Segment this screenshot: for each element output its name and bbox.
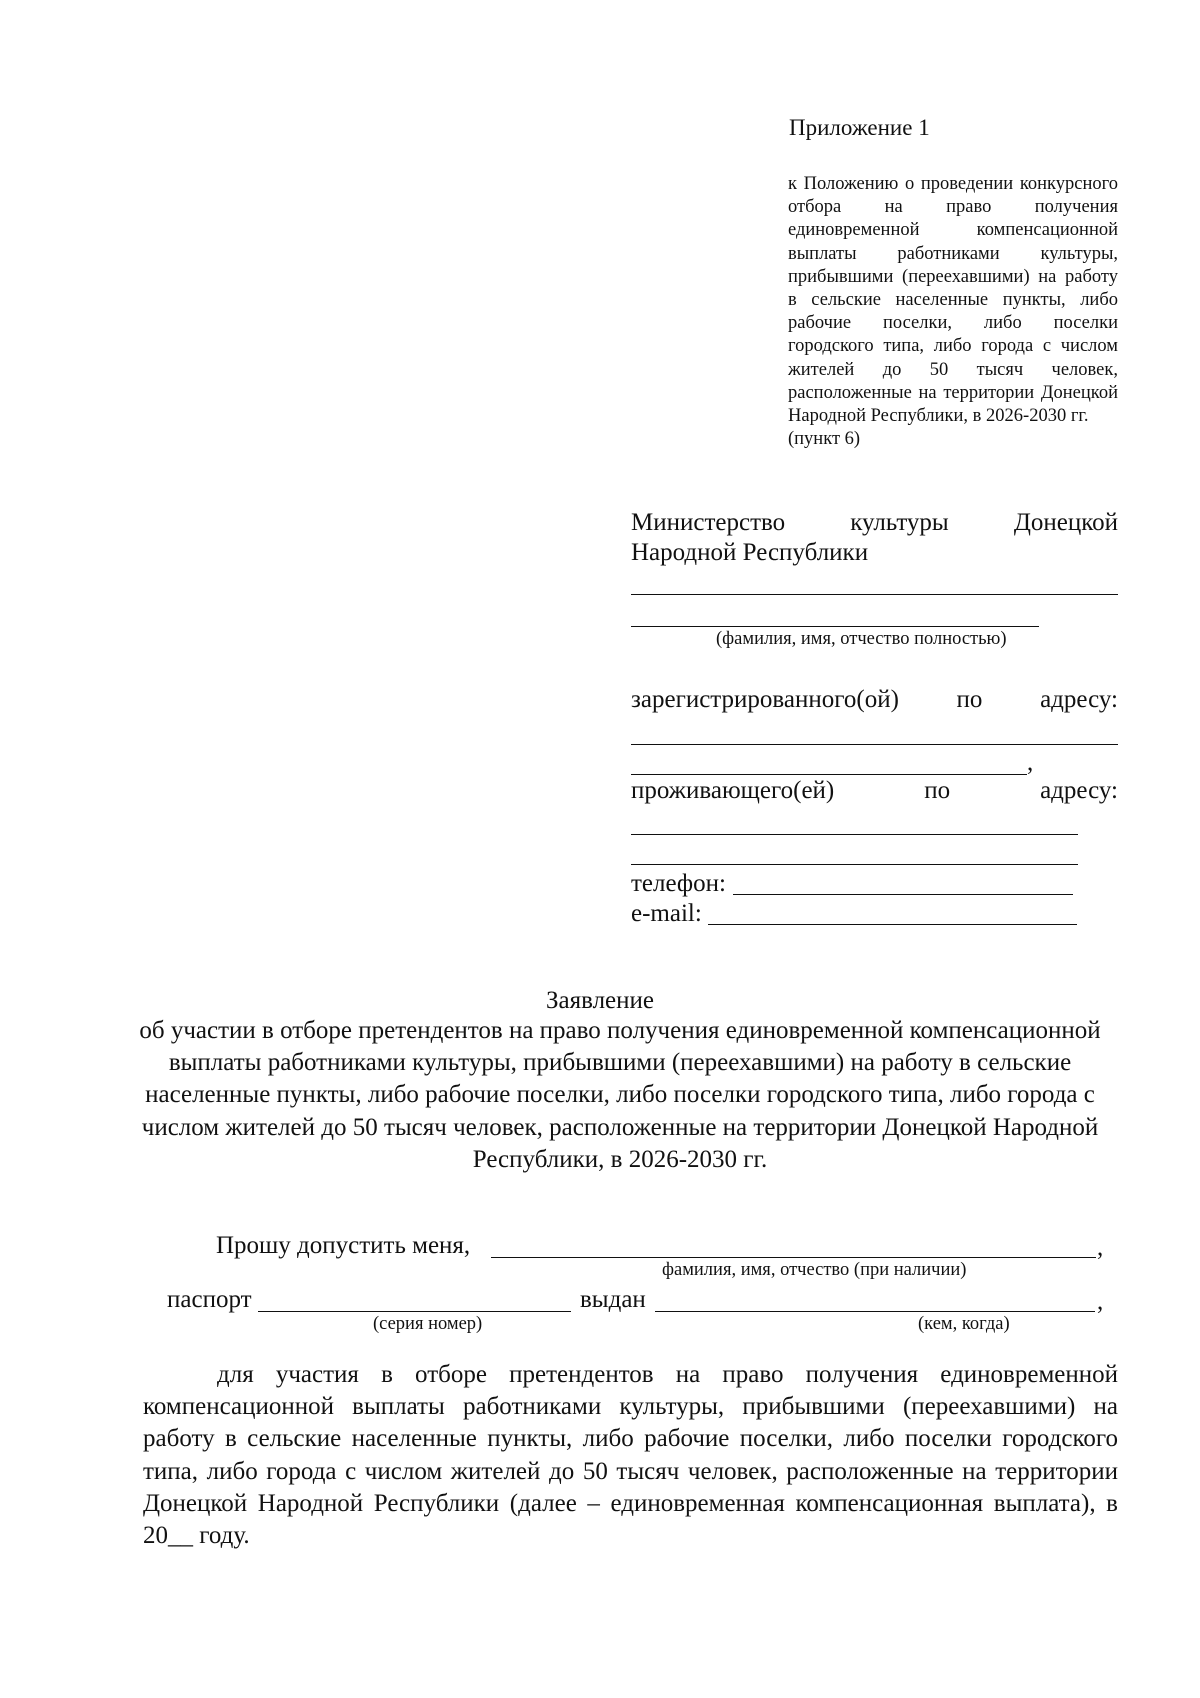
registered-comma: , — [1027, 749, 1034, 776]
registered-word-3: адресу: — [1040, 686, 1118, 713]
registered-word-2: по — [956, 686, 983, 713]
fio-caption: (фамилия, имя, отчество полностью) — [716, 629, 1007, 649]
phone-label: телефон: — [631, 870, 726, 897]
applicant-fio-line-2[interactable] — [631, 626, 1039, 627]
request-fio-caption: фамилия, имя, отчество (при наличии) — [662, 1260, 967, 1280]
appendix-note-text: к Положению о проведении конкурсного отбора на право получения единовременной компенсационной выплаты работниками культуры, прибывшими (переехавшими) на работу в сельские населенные пункты, либо рабочие поселки, либо поселки городского типа, либо города с числом жителей до 50 тысяч человек, расположенные на территории Донецкой Народной Республики, в 2026-2030 гг. — [788, 174, 1118, 427]
email-field[interactable] — [708, 924, 1077, 925]
living-address-line-1[interactable] — [631, 834, 1078, 835]
ministry-name — [631, 508, 1118, 568]
applicant-fio-line-1[interactable] — [631, 594, 1118, 595]
issued-field[interactable] — [655, 1311, 1095, 1312]
living-address-label — [631, 777, 1118, 805]
appendix-clause: (пункт 6) — [788, 429, 861, 450]
appendix-note — [788, 173, 1118, 451]
request-comma-1: , — [1097, 1234, 1104, 1261]
body-paragraph-text: для участия в отборе претендентов на право получения единовременной компенсационной выплаты работниками культуры, прибывшими (переехавшими) на работу в сельские населенные пункты, либо рабочие поселки, либо поселки городского типа, либо города с числом жителей до 50 тысяч человек, расположенные на территории Донецкой Народной Республики (далее – единовременная компенсационная выплата), в 20__ году. — [143, 1361, 1118, 1550]
issued-caption: (кем, когда) — [918, 1314, 1010, 1334]
registered-address-label — [631, 686, 1118, 714]
ministry-word-1: Министерство — [631, 509, 786, 536]
passport-label: паспорт — [167, 1286, 252, 1313]
request-fio-field[interactable] — [491, 1257, 1096, 1258]
registered-address-line-1[interactable] — [631, 744, 1118, 745]
passport-caption: (серия номер) — [373, 1314, 483, 1334]
registered-address-line-2[interactable] — [631, 774, 1027, 775]
living-address-line-2[interactable] — [631, 864, 1078, 865]
body-paragraph — [143, 1359, 1118, 1552]
appendix-title: Приложение 1 — [789, 115, 930, 140]
living-word-2: по — [924, 777, 951, 804]
ministry-word-3: Донецкой — [1013, 509, 1118, 536]
ministry-word-2: культуры — [850, 509, 949, 536]
living-word-1: проживающего(ей) — [631, 777, 835, 804]
phone-field[interactable] — [733, 894, 1073, 895]
living-word-3: адресу: — [1040, 777, 1118, 804]
request-label: Прошу допустить меня, — [216, 1232, 471, 1259]
issued-label: выдан — [580, 1286, 646, 1313]
statement-title: Заявление — [545, 987, 655, 1014]
email-label: e-mail: — [631, 900, 702, 927]
ministry-line-2: Народной Республики — [631, 539, 869, 566]
registered-word-1: зарегистрированного(ой) — [631, 686, 899, 713]
statement-subtitle: об участии в отборе претендентов на право получения единовременной компенсационной выплаты работниками культуры, прибывшими (переехавшими) на работу в сельские населенные пункты, либо рабочие поселки, либо поселки городского типа, либо города с числом жителей до 50 тысяч человек, расположенные на территории Донецкой Народной Республики, в 2026-2030 гг. — [139, 1017, 1101, 1173]
request-comma-2: , — [1097, 1288, 1104, 1315]
passport-field[interactable] — [258, 1311, 571, 1312]
